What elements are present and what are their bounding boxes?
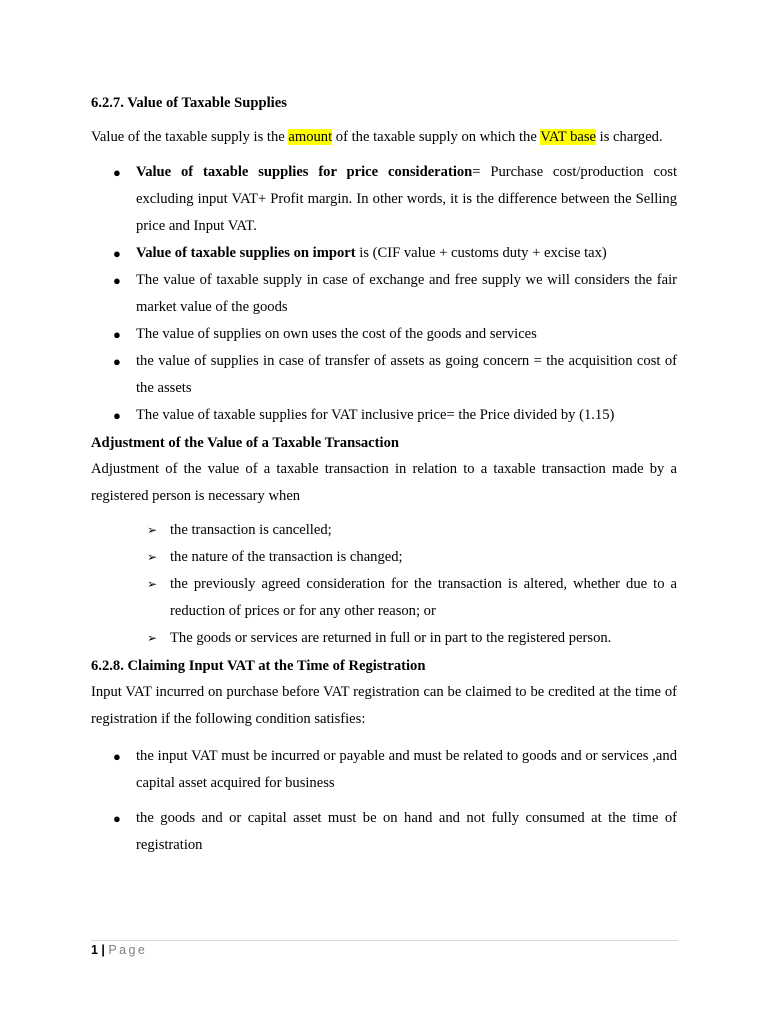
list-item-text: the previously agreed consideration for the transaction is altered, whether due to a reduction of prices or for any other reason; or [170,576,677,619]
page-footer [91,943,147,957]
page-content [91,94,677,859]
list-item-bold: Value of taxable supplies on import [136,245,356,261]
list-item-text: The goods or services are returned in full or in part to the registered person. [170,630,612,646]
list-item-bold: Value of taxable supplies for price consideration [136,164,473,180]
list-item [91,544,677,571]
adjustment-intro: Adjustment of the value of a taxable transaction in relation to a taxable transaction made by a registered person is necessary when [91,461,677,504]
taxable-supplies-list [91,159,677,429]
page-word: Page [108,943,148,957]
list-item [91,625,677,652]
list-item [91,240,677,267]
highlight-vat-base: VAT base [540,129,597,145]
list-item-text: the value of supplies in case of transfer of assets as going concern = the acquisition cost of the assets [136,353,677,396]
intro-text: is charged. [596,129,663,145]
section-627-intro [91,124,677,151]
list-item-text: the input VAT must be incurred or payable and must be related to goods and or services ,and capital asset acquired for business [136,748,677,791]
adjustment-list [91,517,677,652]
bullet-icon: ● [113,354,121,369]
list-item [91,267,677,321]
intro-text: Value of the taxable supply is the [91,129,289,145]
list-item-text: the transaction is cancelled; [170,522,332,538]
bullet-icon: ● [113,811,121,826]
list-item-text: The value of supplies on own uses the cost of the goods and services [136,326,537,342]
bullet-icon: ● [113,165,121,180]
list-item [91,743,677,797]
list-item [91,805,677,859]
list-item-text: the goods and or capital asset must be on hand and not fully consumed at the time of registration [136,810,677,853]
footer-separator: | [97,943,109,957]
adjustment-heading: Adjustment of the Value of a Taxable Transaction [91,435,399,451]
list-item-text: The value of taxable supplies for VAT inclusive price= the Price divided by (1.15) [136,407,615,423]
arrow-bullet-icon: ➢ [147,631,158,645]
section-627-heading: 6.2.7. Value of Taxable Supplies [91,95,287,111]
list-item [91,402,677,429]
intro-text: of the taxable supply on which the [332,129,541,145]
page-number: 1 [91,943,98,957]
highlight-amount: amount [288,129,333,145]
footer-divider [91,940,678,941]
arrow-bullet-icon: ➢ [147,577,158,591]
list-item [91,571,677,625]
bullet-icon: ● [113,749,121,764]
list-item-text: = Purchase cost/production cost excluding input VAT+ Profit margin. In other words, it is the difference between the Selling price and Input VAT. [136,164,678,234]
list-item-text: the nature of the transaction is changed; [170,549,403,565]
section-628-heading: 6.2.8. Claiming Input VAT at the Time of Registration [91,658,426,674]
list-item-text: The value of taxable supply in case of exchange and free supply we will considers the fair market value of the goods [136,272,677,315]
section-628-intro: Input VAT incurred on purchase before VAT registration can be claimed to be credited at the time of registration if the following condition satisfies: [91,684,677,727]
list-item [91,159,677,240]
bullet-icon: ● [113,273,121,288]
input-vat-conditions-list [91,743,677,859]
arrow-bullet-icon: ➢ [147,550,158,564]
bullet-icon: ● [113,246,121,261]
bullet-icon: ● [113,408,121,423]
list-item-text: is (CIF value + customs duty + excise tax) [355,245,607,261]
list-item [91,348,677,402]
bullet-icon: ● [113,327,121,342]
arrow-bullet-icon: ➢ [147,523,158,537]
list-item [91,321,677,348]
list-item [91,517,677,544]
